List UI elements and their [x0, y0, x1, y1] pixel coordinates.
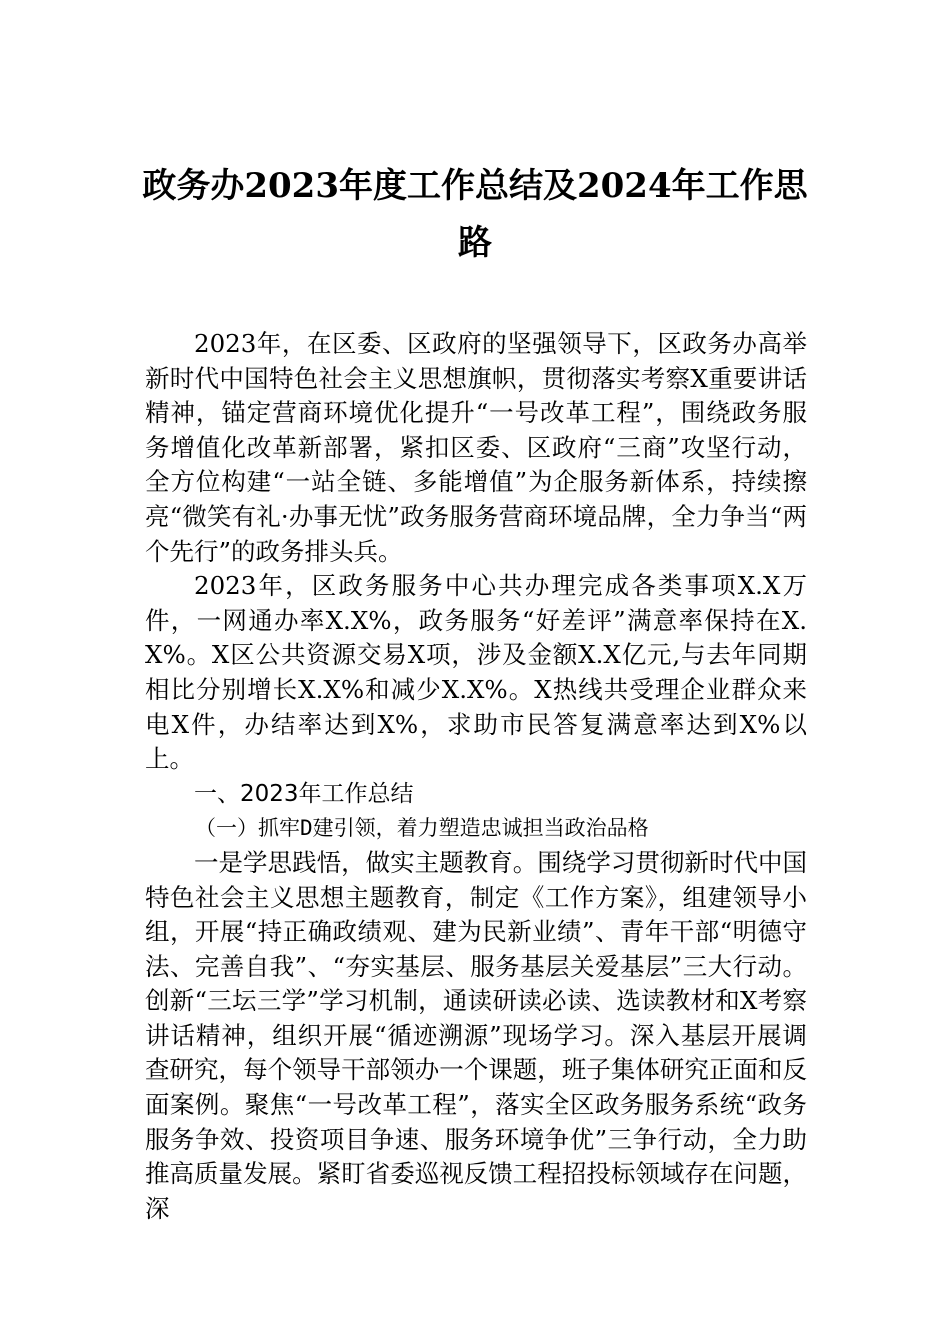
paragraph-study-practice: 一是学思践悟，做实主题教育。围绕学习贯彻新时代中国特色社会主义思想主题教育，制定《工作方案》，组建领导小组，开展“持正确政绩观、建为民新业绩”、青年干部“明德守法、完善自我”、“夯实基层、服务基层关爱基层”三大行动。创新“三坛三学”学习机制，通读研读必读、选读教材和X考察讲话精神，组织开展“循迹溯源”现场学习。深入基层开展调查研究，每个领导干部领办一个课题，班子集体研究正面和反面案例。聚焦“一号改革工程”，落实全区政务服务系统“政务服务争效、投资项目争速、服务环境争优”三争行动，全力助推高质量发展。紧盯省委巡视反馈工程招投标领域存在问题，深	[145, 847, 807, 1223]
subsection-heading: （一）抓牢D建引领，着力塑造忠诚担当政治品格	[195, 816, 649, 841]
paragraph-intro: 2023年，在区委、区政府的坚强领导下，区政务办高举新时代中国特色社会主义思想旗帜，贯彻落实考察X重要讲话精神，锚定营商环境优化提升“一号改革工程”，围绕政务服务增值化改革新部署，紧扣区委、区政府“三商”攻坚行动，全方位构建“一站全链、多能增值”为企服务新体系，持续擦亮“微笑有礼·办事无忧”政务服务营商环境品牌，全力争当“两个先行”的政务排头兵。	[145, 329, 807, 566]
document-body	[145, 327, 807, 1226]
paragraph-statistics: 2023年，区政务服务中心共办理完成各类事项X.X万件，一网通办率X.X%，政务服务“好差评”满意率保持在X.X%。X区公共资源交易X项，涉及金额X.X亿元,与去年同期相比分别增长X.X%和减少X.X%。X热线共受理企业群众来电X件，办结率达到X%，求助市民答复满意率达到X%以上。	[145, 571, 807, 774]
document-title: 政务办2023年度工作总结及2024年工作思路	[142, 166, 808, 263]
section-heading: 一、2023年工作总结	[194, 780, 414, 807]
